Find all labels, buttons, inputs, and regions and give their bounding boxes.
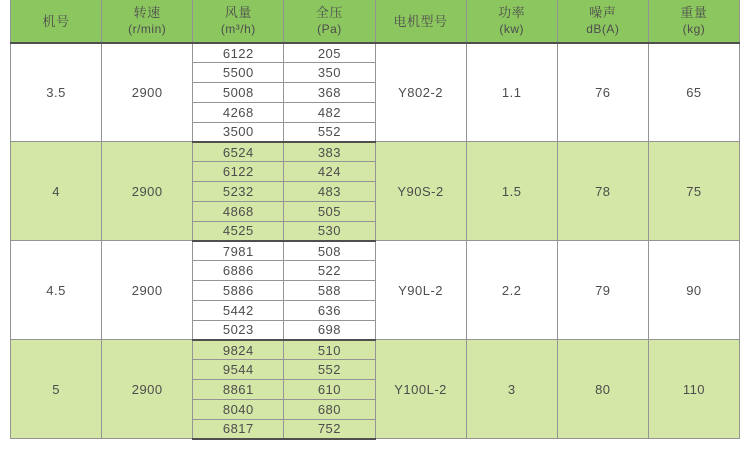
airflow-cell: 6817	[193, 419, 284, 439]
col-header-motor-model	[375, 0, 466, 43]
spec-row	[11, 241, 740, 261]
fan-spec-table	[10, 0, 740, 440]
weight-cell: 90	[648, 241, 739, 340]
airflow-cell: 7981	[193, 241, 284, 261]
pressure-cell: 680	[284, 399, 375, 419]
airflow-cell: 9824	[193, 340, 284, 360]
header-unit: (kw)	[499, 22, 525, 36]
pressure-cell: 552	[284, 360, 375, 380]
pressure-cell: 482	[284, 102, 375, 122]
col-header-pressure	[284, 0, 375, 43]
pressure-cell: 752	[284, 419, 375, 439]
pressure-cell: 350	[284, 63, 375, 83]
airflow-cell: 5442	[193, 300, 284, 320]
header-row	[11, 0, 740, 43]
motor-model-cell: Y90S-2	[375, 142, 466, 241]
header-label: 机号	[42, 13, 70, 29]
header-label: 重量	[680, 5, 708, 20]
motor-model-cell: Y90L-2	[375, 241, 466, 340]
table-header	[11, 0, 740, 43]
airflow-cell: 6524	[193, 142, 284, 162]
airflow-cell: 6122	[193, 162, 284, 182]
pressure-cell: 483	[284, 182, 375, 202]
spec-row	[11, 340, 740, 360]
noise-cell: 80	[557, 340, 648, 439]
pressure-cell: 205	[284, 43, 375, 63]
airflow-cell: 5023	[193, 320, 284, 340]
noise-cell: 79	[557, 241, 648, 340]
airflow-cell: 3500	[193, 122, 284, 142]
noise-cell: 78	[557, 142, 648, 241]
pressure-cell: 530	[284, 221, 375, 241]
model-no-cell: 4	[11, 142, 102, 241]
airflow-cell: 5232	[193, 182, 284, 202]
airflow-cell: 6886	[193, 261, 284, 281]
pressure-cell: 368	[284, 83, 375, 103]
airflow-cell: 9544	[193, 360, 284, 380]
airflow-cell: 5886	[193, 281, 284, 301]
pressure-cell: 508	[284, 241, 375, 261]
airflow-cell: 5500	[193, 63, 284, 83]
header-unit: (kg)	[682, 22, 706, 36]
spec-row	[11, 142, 740, 162]
pressure-cell: 636	[284, 300, 375, 320]
col-header-model-no	[11, 0, 102, 43]
power-cell: 1.1	[466, 43, 557, 142]
pressure-cell: 383	[284, 142, 375, 162]
pressure-cell: 510	[284, 340, 375, 360]
col-header-power	[466, 0, 557, 43]
pressure-cell: 424	[284, 162, 375, 182]
model-no-cell: 5	[11, 340, 102, 439]
power-cell: 3	[466, 340, 557, 439]
header-label: 全压	[315, 5, 343, 20]
table-body	[11, 43, 740, 439]
header-unit: (m³/h)	[220, 22, 256, 36]
col-header-weight	[648, 0, 739, 43]
pressure-cell: 698	[284, 320, 375, 340]
motor-model-cell: Y100L-2	[375, 340, 466, 439]
header-unit: dB(A)	[586, 22, 620, 36]
header-label: 噪声	[589, 5, 617, 20]
header-unit: (r/min)	[128, 22, 167, 36]
motor-model-cell: Y802-2	[375, 43, 466, 142]
pressure-cell: 505	[284, 201, 375, 221]
pressure-cell: 588	[284, 281, 375, 301]
power-cell: 1.5	[466, 142, 557, 241]
airflow-cell: 8040	[193, 399, 284, 419]
header-label: 电机型号	[393, 13, 448, 29]
pressure-cell: 522	[284, 261, 375, 281]
speed-cell: 2900	[102, 241, 193, 340]
weight-cell: 110	[648, 340, 739, 439]
airflow-cell: 4268	[193, 102, 284, 122]
weight-cell: 75	[648, 142, 739, 241]
model-no-cell: 3.5	[11, 43, 102, 142]
airflow-cell: 4868	[193, 201, 284, 221]
noise-cell: 76	[557, 43, 648, 142]
airflow-cell: 8861	[193, 380, 284, 400]
airflow-cell: 6122	[193, 43, 284, 63]
speed-cell: 2900	[102, 43, 193, 142]
header-label: 功率	[498, 5, 526, 20]
fan-spec-table-container	[10, 0, 740, 449]
col-header-speed	[102, 0, 193, 43]
header-label: 风量	[224, 5, 252, 20]
col-header-airflow	[193, 0, 284, 43]
header-label: 转速	[133, 5, 161, 20]
header-unit: (Pa)	[317, 22, 342, 36]
weight-cell: 65	[648, 43, 739, 142]
spec-row	[11, 43, 740, 63]
model-no-cell: 4.5	[11, 241, 102, 340]
pressure-cell: 552	[284, 122, 375, 142]
speed-cell: 2900	[102, 340, 193, 439]
speed-cell: 2900	[102, 142, 193, 241]
col-header-noise	[557, 0, 648, 43]
airflow-cell: 4525	[193, 221, 284, 241]
airflow-cell: 5008	[193, 83, 284, 103]
power-cell: 2.2	[466, 241, 557, 340]
pressure-cell: 610	[284, 380, 375, 400]
